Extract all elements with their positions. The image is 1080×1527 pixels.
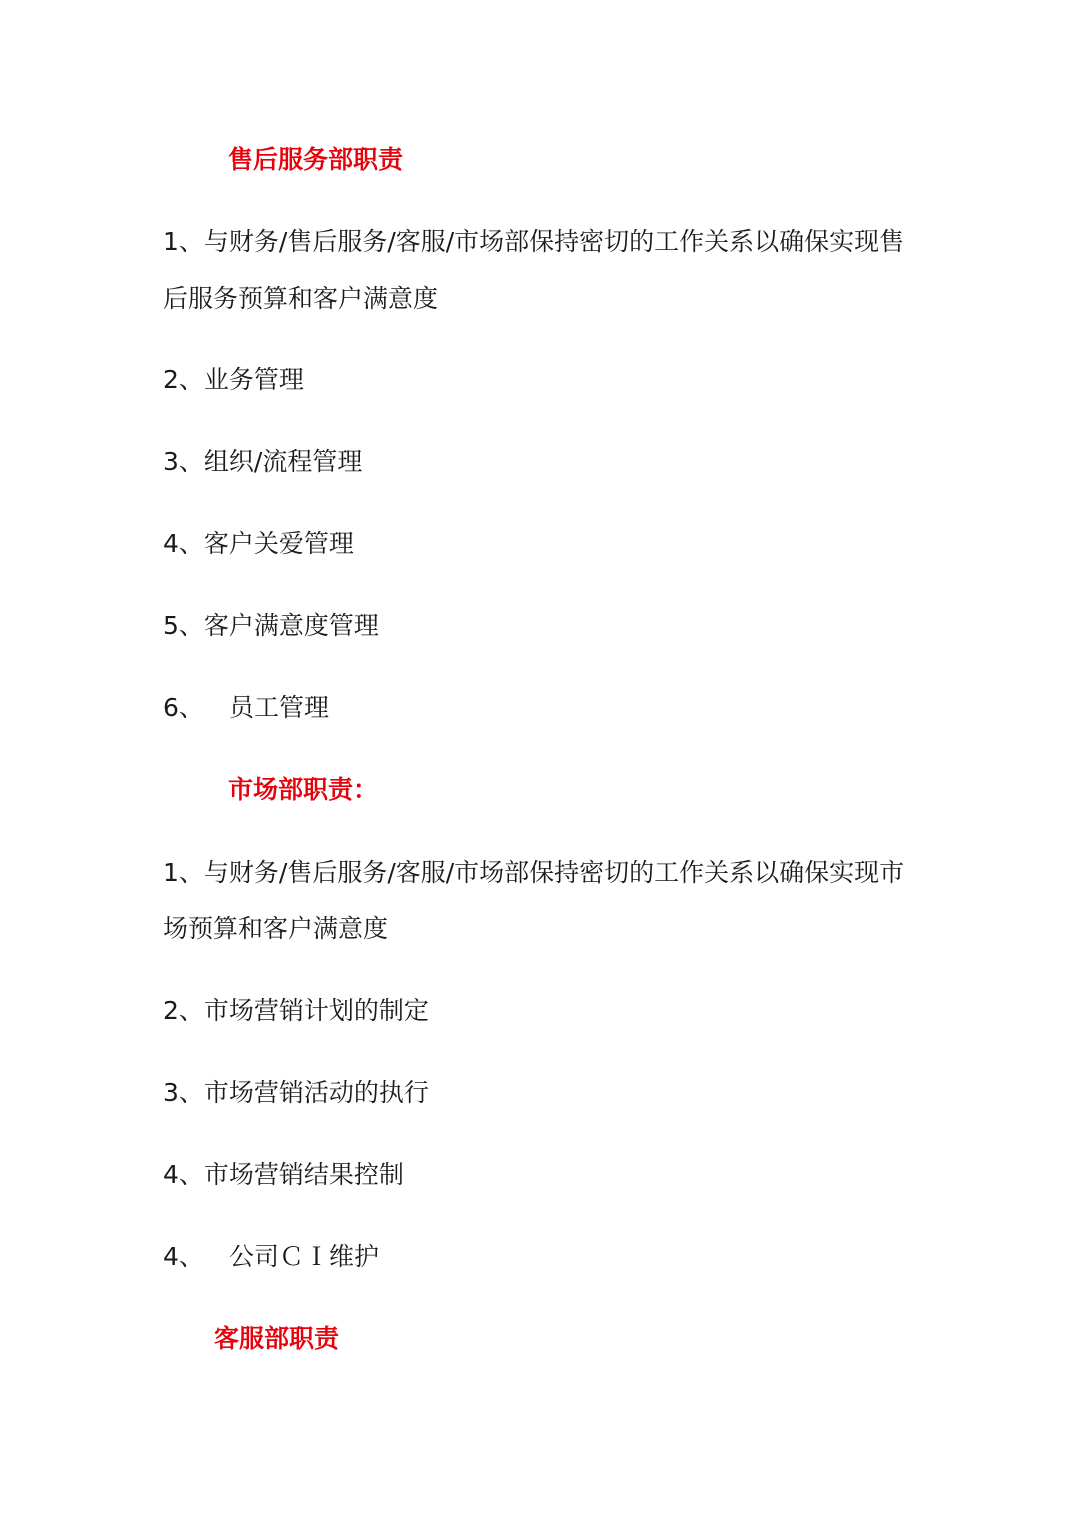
item-text: 公司ＣＩ维护 — [229, 1242, 380, 1271]
item-number: 1、 — [163, 227, 204, 256]
list-item — [163, 610, 379, 642]
item-number: 6、 — [163, 693, 204, 722]
item-number: 3、 — [163, 1078, 204, 1107]
item-number: 5、 — [163, 611, 204, 640]
list-item — [163, 1241, 379, 1273]
item-text: 市场营销结果控制 — [203, 1160, 404, 1189]
list-item — [163, 995, 429, 1027]
list-item — [163, 1077, 429, 1109]
item-number: 4、 — [163, 1160, 204, 1189]
item-text: 客户关爱管理 — [203, 529, 354, 558]
section-heading-marketing: 市场部职责： — [228, 775, 379, 804]
section-heading-after-sales: 售后服务部职责 — [228, 145, 404, 174]
list-item — [163, 446, 362, 478]
item-text: 与财务/售后服务/客服/市场部保持密切的工作关系以确保实现市 — [203, 858, 905, 887]
item-text: 市场营销活动的执行 — [203, 1078, 429, 1107]
item-number: 3、 — [163, 447, 204, 476]
item-number: 2、 — [163, 365, 204, 394]
item-text: 市场营销计划的制定 — [203, 996, 429, 1025]
item-number: 4、 — [163, 529, 204, 558]
list-item-continuation: 后服务预算和客户满意度 — [163, 284, 439, 313]
list-item — [163, 364, 304, 396]
item-number: 4、 — [163, 1242, 204, 1271]
item-text: 员工管理 — [229, 693, 330, 722]
item-text: 业务管理 — [203, 365, 304, 394]
section-heading-customer-service: 客服部职责 — [214, 1324, 340, 1353]
list-item — [163, 226, 904, 258]
list-item — [163, 528, 354, 560]
list-item — [163, 692, 329, 724]
item-number: 1、 — [163, 858, 204, 887]
item-text: 组织/流程管理 — [203, 447, 363, 476]
item-number: 2、 — [163, 996, 204, 1025]
item-text: 客户满意度管理 — [203, 611, 379, 640]
list-item-continuation: 场预算和客户满意度 — [163, 914, 389, 943]
list-item — [163, 857, 904, 889]
list-item — [163, 1159, 404, 1191]
item-text: 与财务/售后服务/客服/市场部保持密切的工作关系以确保实现售 — [203, 227, 905, 256]
